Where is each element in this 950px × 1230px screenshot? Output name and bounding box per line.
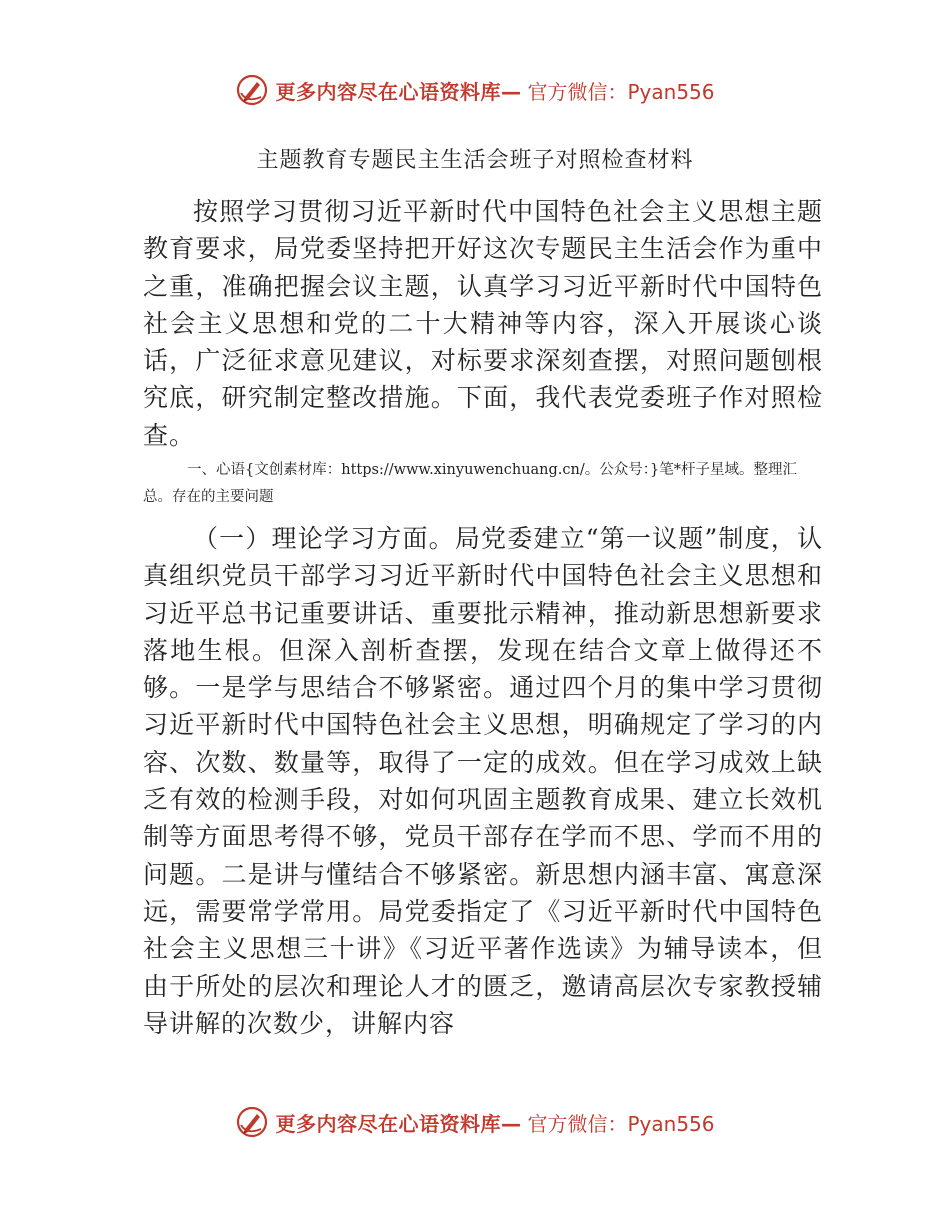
footer-banner <box>0 1100 950 1144</box>
wechat-label: 官方微信：Pyan556 <box>527 1111 715 1136</box>
section-heading-note: 一、心语{文创素材库：https://www.xinyuwenchuang.cn/。公众号：}笔*杆子星域。整理汇总。存在的主要问题 <box>143 462 797 505</box>
intro-paragraph: 按照学习贯彻习近平新时代中国特色社会主义思想主题教育要求，局党委坚持把开好这次专题民主生活会作为重中之重，准确把握会议主题，认真学习习近平新时代中国特色社会主义思想和党的二十大精神等内容，深入开展谈心谈话，广泛征求意见建议，对标要求深刻查摆，对照问题刨根究底，研究制定整改措施。下面，我代表党委班子作对照检查。 <box>143 197 823 450</box>
wechat-label: 官方微信：Pyan556 <box>527 79 715 104</box>
wechat-id: Pyan556 <box>627 1111 715 1136</box>
section-1-paragraph: （一）理论学习方面。局党委建立“第一议题”制度，认真组织党员干部学习习近平新时代中国特色社会主义思想和习近平总书记重要讲话、重要批示精神，推动新思想新要求落地生根。但深入剖析查摆，发现在结合文章上做得还不够。一是学与思结合不够紧密。通过四个月的集中学习贯彻习近平新时代中国特色社会主义思想，明确规定了学习的内容、次数、数量等，取得了一定的成效。但在学习成效上缺乏有效的检测手段，对如何巩固主题教育成果、建立长效机制等方面思考得不够，党员干部存在学而不思、学而不用的问题。二是讲与懂结合不够紧密。新思想内涵丰富、寓意深远，需要常学常用。局党委指定了《习近平新时代中国特色社会主义思想三十讲》《习近平著作选读》为辅导读本，但由于所处的层次和理论人才的匮乏，邀请高层次专家教授辅导讲解的次数少，讲解内容 <box>143 524 823 1038</box>
pen-logo-icon <box>235 73 269 107</box>
header-banner <box>0 68 950 112</box>
banner-text: 更多内容尽在心语资料库— <box>275 1111 522 1136</box>
banner-text: 更多内容尽在心语资料库— <box>275 79 522 104</box>
wechat-id: Pyan556 <box>627 79 715 104</box>
pen-logo-icon <box>235 1105 269 1139</box>
page-title: 主题教育专题民主生活会班子对照检查材料 <box>256 148 694 173</box>
